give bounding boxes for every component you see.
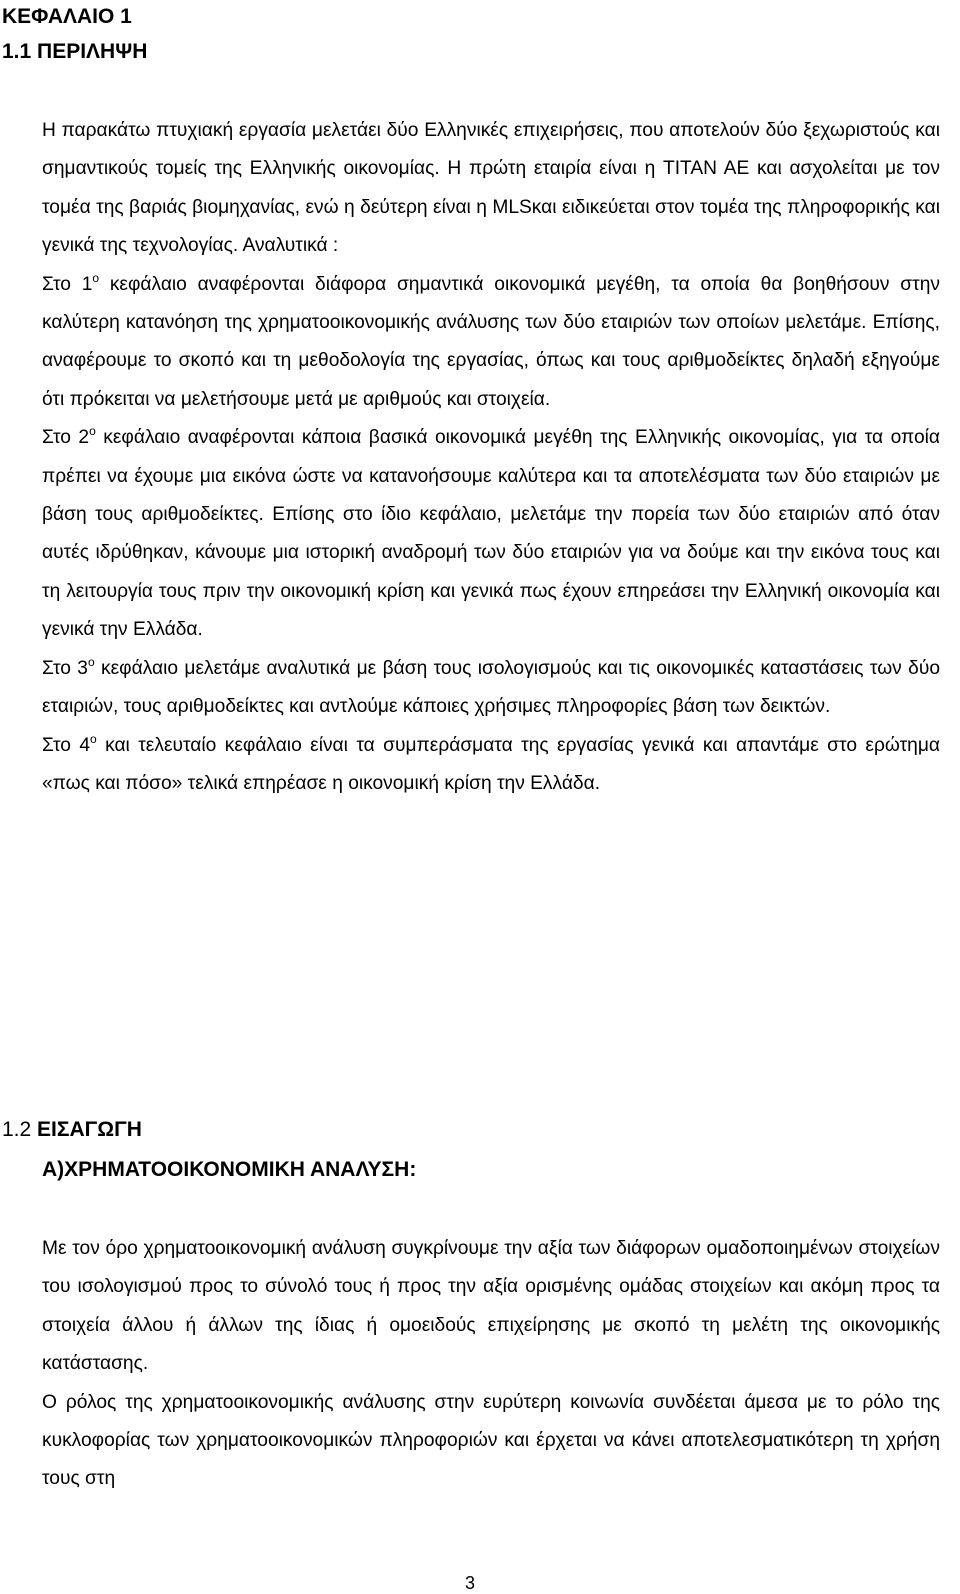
section-heading-introduction (2, 1117, 142, 1143)
summary-paragraph-chapter-1 (42, 266, 940, 420)
summary-paragraph-chapter-3 (42, 650, 940, 727)
chapter-1-label: Στο 1 (42, 273, 93, 295)
chapter-3-label: Στο 3 (42, 657, 88, 679)
chapter-2-text: κεφάλαιο αναφέρονται κάποια βασικά οικονομικά μεγέθη της Ελληνικής οικονομίας, για τα οποία πρέπει να έχουμε μια εικόνα ώστε να κατανοήσουμε καλύτερα και τα αποτελέσματα των δύο εταιριών με βάση τους αριθμοδείκτες. Επίσης στο ίδιο κεφάλαιο, μελετάμε την πορεία των δύο εταιριών από όταν αυτές ιδρύθηκαν, κάνουμε μια ιστορική αναδρομή των δύο εταιριών για να δούμε και την εικόνα τους και τη λειτουργία τους πριν την οικονομική κρίση και γενικά πως έχουν επηρεάσει την Ελληνική οικονομία και γενικά την Ελλάδα. (42, 427, 940, 641)
summary-paragraph-chapter-4 (42, 727, 940, 804)
ordinal-superscript: ο (92, 270, 100, 285)
section-heading-summary: 1.1 ΠΕΡΙΛΗΨΗ (2, 40, 148, 63)
introduction-paragraph-1: Με τον όρο χρηματοοικονομική ανάλυση συγκρίνουμε την αξία των διάφορων ομαδοποιημένων στοιχείων του ισολογισμού προς το σύνολό τους ή προς την αξία ορισμένης ομάδας στοιχείων και ακόμη προς τα στοιχεία άλλου ή άλλων της ίδιας ή ομοειδούς επιχείρησης με σκοπό τη μελέτη της οικονομικής κατάστασης. (42, 1238, 940, 1375)
summary-paragraph-chapter-2 (42, 419, 940, 649)
ordinal-superscript: ο (89, 424, 96, 439)
chapter-3-text: κεφάλαιο μελετάμε αναλυτικά με βάση τους ισολογισμούς και τις οικονομικές καταστάσεις των δύο εταιριών, τους αριθμοδείκτες και αντλούμε κάποιες χρήσιμες πληροφορίες βάση των δεικτών. (42, 657, 940, 718)
ordinal-superscript: ο (87, 654, 95, 669)
page-number: 3 (464, 1573, 475, 1593)
ordinal-superscript: ο (90, 731, 97, 746)
subheading-financial-analysis: Α)ΧΡΗΜΑΤΟΟΙΚΟΝΟΜΙΚΗ ΑΝΑΛΥΣΗ: (42, 1158, 417, 1181)
chapter-2-label: Στο 2 (42, 427, 90, 449)
summary-paragraph-intro: Η παρακάτω πτυχιακή εργασία μελετάει δύο Ελληνικές επιχειρήσεις, που αποτελούν δύο ξεχωριστούς και σημαντικούς τομείς της Ελληνικής οικονομίας. Η πρώτη εταιρία είναι η TITAN AE και ασχολείται με τον τομέα της βαριάς βιομηχανίας, ενώ η δεύτερη είναι η MLSκαι ειδικεύεται στον τομέα της πληροφορικής και γενικά της τεχνολογίας. Αναλυτικά : (42, 120, 940, 257)
introduction-paragraph-2: Ο ρόλος της χρηματοοικονομικής ανάλυσης στην ευρύτερη κοινωνία συνδέεται άμεσα με το ρόλο της κυκλοφορίας των χρηματοοικονομικών πληροφοριών και έρχεται να κάνει αποτελεσματικότερη τη χρήση τους στη (42, 1391, 940, 1490)
chapter-title: ΚΕΦΑΛΑΙΟ 1 (2, 5, 132, 28)
chapter-4-text: και τελευταίο κεφάλαιο είναι τα συμπεράσματα της εργασίας γενικά και απαντάμε στο ερώτημα «πως και πόσο» τελικά επηρέασε η οικονομική κρίση την Ελλάδα. (42, 734, 940, 794)
section-number: 1.2 (2, 1118, 38, 1141)
summary-body (42, 112, 940, 803)
section-title: ΕΙΣΑΓΩΓΗ (37, 1118, 142, 1141)
introduction-body (42, 1230, 940, 1499)
chapter-1-text: κεφάλαιο αναφέρονται διάφορα σημαντικά οικονομικά μεγέθη, τα οποία θα βοηθήσουν στην καλύτερη κατανόηση της χρηματοοικονομικής ανάλυσης των δύο εταιριών των οποίων μελετάμε. Επίσης, αναφέρουμε το σκοπό και τη μεθοδολογία της εργασίας, όπως και τους αριθμοδείκτες δηλαδή εξηγούμε ότι πρόκειται να μελετήσουμε μετά με αριθμούς και στοιχεία. (42, 273, 940, 410)
chapter-4-label: Στο 4 (42, 734, 90, 756)
